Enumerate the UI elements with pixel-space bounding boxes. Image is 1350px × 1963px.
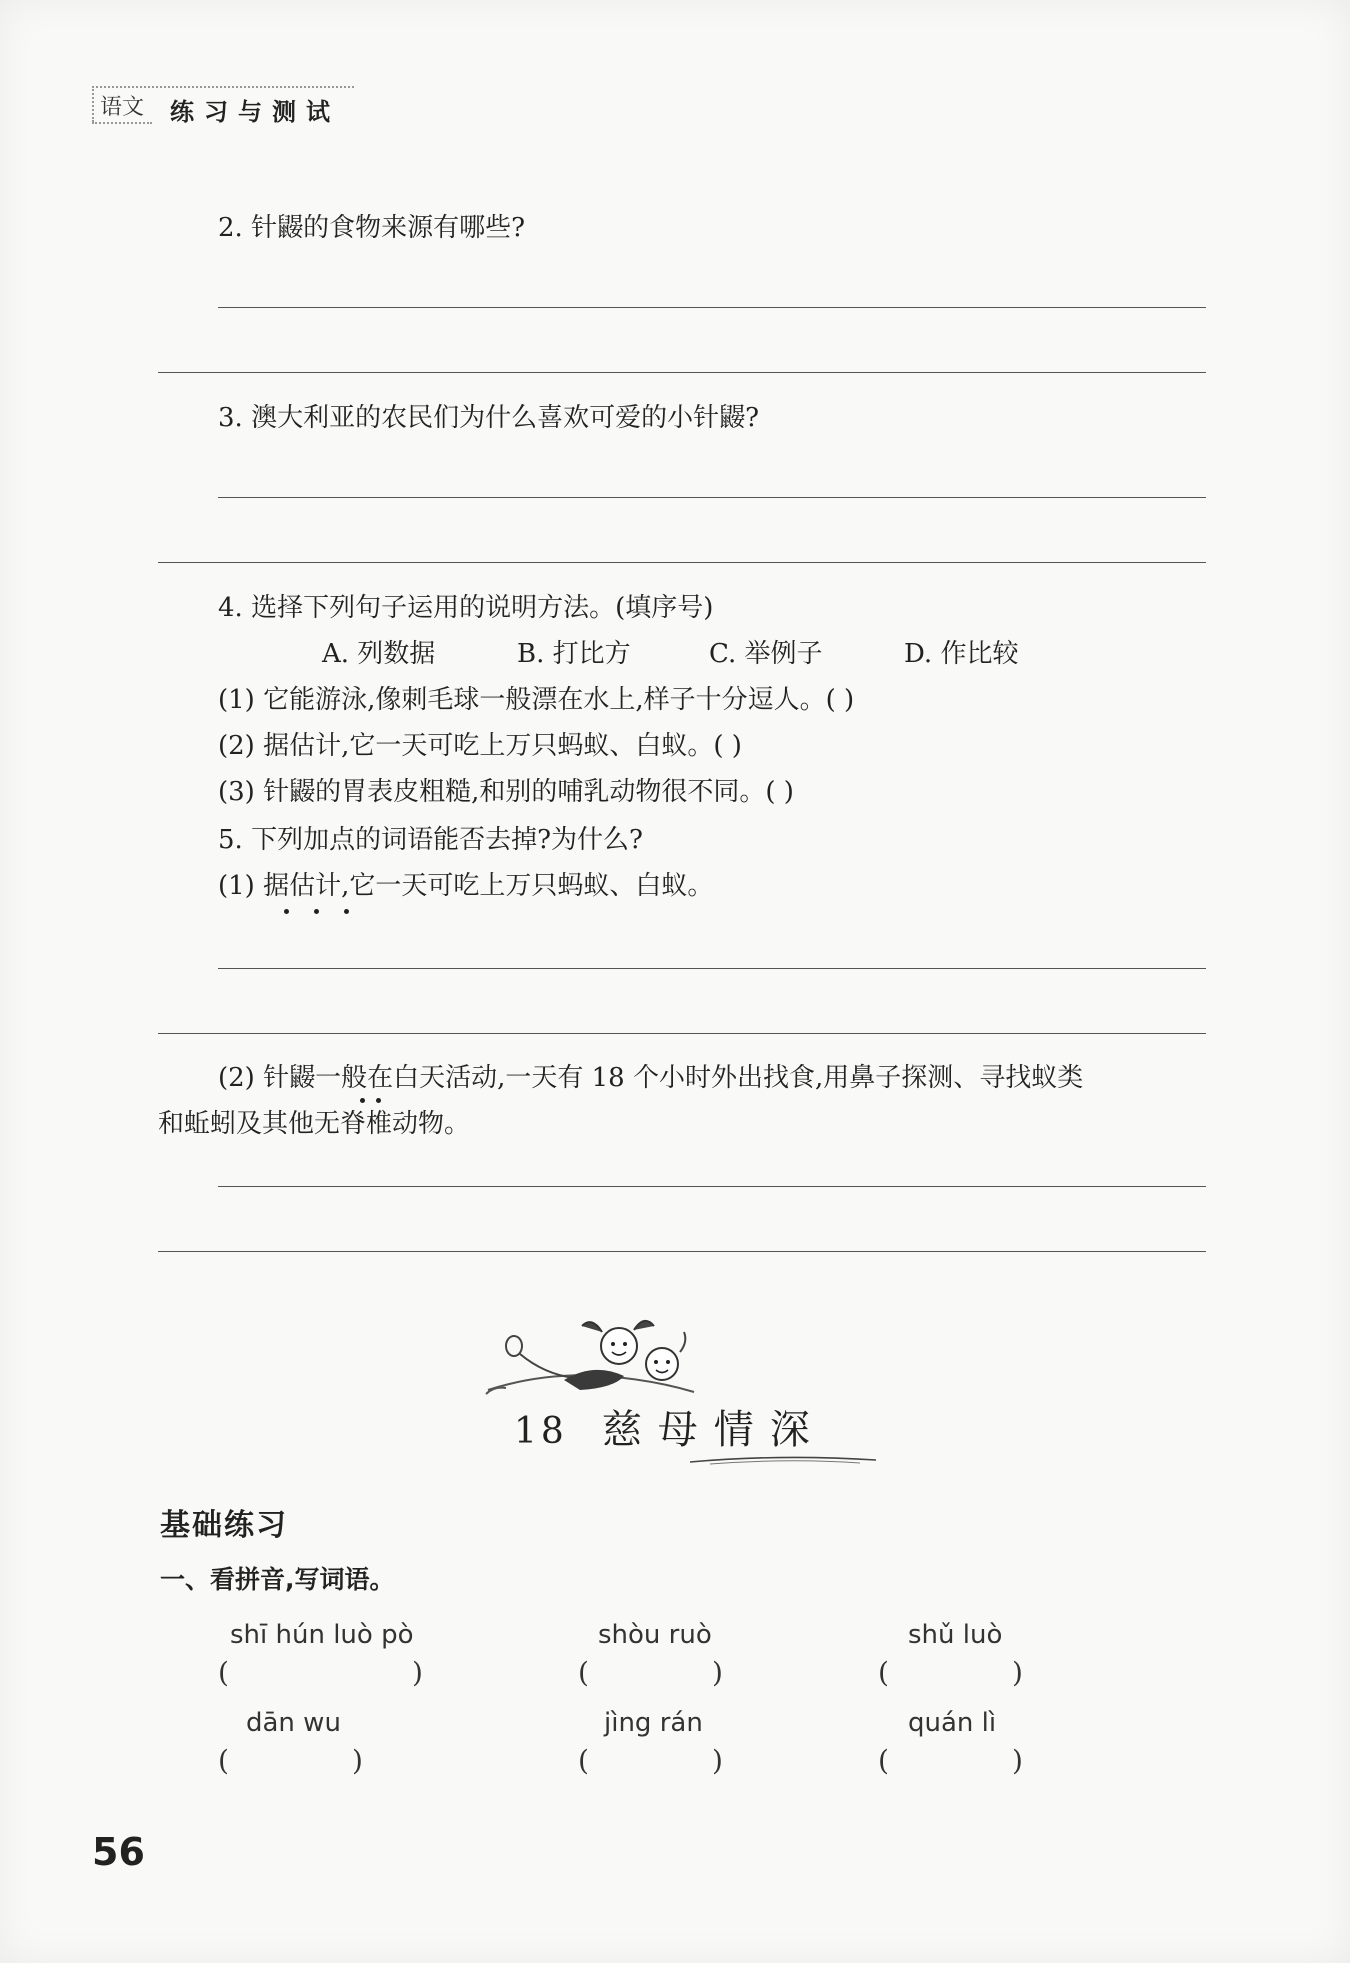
question-4-options — [322, 638, 1018, 670]
question-5-item-1: (1) 据估计,它一天可吃上万只蚂蚁、白蚁。 — [218, 871, 714, 901]
header-dotted-line-bottom — [92, 122, 152, 124]
emphasis-dot — [314, 909, 319, 914]
emphasis-dot — [344, 909, 349, 914]
answer-line[interactable] — [158, 562, 1206, 563]
answer-line[interactable] — [158, 1251, 1206, 1252]
answer-paren-open[interactable]: ( — [218, 1656, 229, 1689]
answer-paren-open[interactable]: ( — [578, 1656, 589, 1689]
option-c: C. 举例子 — [709, 639, 823, 669]
header-book-title: 练习与测试 — [170, 98, 340, 126]
answer-paren-open[interactable]: ( — [878, 1656, 889, 1689]
option-a: A. 列数据 — [322, 639, 436, 669]
pinyin-5: jìng rán — [604, 1708, 703, 1738]
question-2: 2. 针鼹的食物来源有哪些? — [218, 213, 526, 243]
answer-line[interactable] — [218, 307, 1206, 308]
section-question-1: 一、看拼音,写词语。 — [160, 1565, 395, 1594]
emphasis-dot — [284, 909, 289, 914]
answer-paren-close[interactable]: ) — [712, 1656, 723, 1689]
question-5-item-2-line-1: (2) 针鼹一般在白天活动,一天有 18 个小时外出找食,用鼻子探测、寻找蚁类 — [218, 1063, 1084, 1093]
pinyin-4: dān wu — [246, 1708, 341, 1738]
question-4-item-1: (1) 它能游泳,像刺毛球一般漂在水上,样子十分逗人。( ) — [218, 685, 855, 715]
header-subject: 语文 — [100, 95, 145, 120]
pinyin-1: shī hún luò pò — [230, 1620, 414, 1650]
lesson-title — [514, 1398, 826, 1455]
header-dotted-vertical — [92, 86, 94, 122]
lesson-name: 慈母情深 — [601, 1407, 826, 1453]
question-5-item-2-line-2: 和蚯蚓及其他无脊椎动物。 — [158, 1109, 471, 1139]
answer-line[interactable] — [218, 1186, 1206, 1187]
title-underline-swoosh — [690, 1452, 876, 1466]
lesson-number: 18 — [514, 1411, 568, 1452]
emphasis-dot — [360, 1098, 365, 1103]
answer-paren-open[interactable]: ( — [218, 1744, 229, 1777]
answer-paren-open[interactable]: ( — [578, 1744, 589, 1777]
answer-paren-close[interactable]: ) — [352, 1744, 363, 1777]
answer-paren-close[interactable]: ) — [1012, 1656, 1023, 1689]
answer-paren-close[interactable]: ) — [712, 1744, 723, 1777]
pinyin-3: shǔ luò — [908, 1620, 1003, 1650]
question-4: 4. 选择下列句子运用的说明方法。(填序号) — [218, 593, 714, 623]
page-header — [92, 86, 354, 126]
children-illustration — [484, 1302, 714, 1402]
question-5: 5. 下列加点的词语能否去掉?为什么? — [218, 825, 643, 855]
answer-paren-close[interactable]: ) — [1012, 1744, 1023, 1777]
pinyin-2: shòu ruò — [598, 1620, 712, 1650]
pinyin-6: quán lì — [908, 1708, 997, 1738]
answer-paren-open[interactable]: ( — [878, 1744, 889, 1777]
question-3: 3. 澳大利亚的农民们为什么喜欢可爱的小针鼹? — [218, 403, 760, 433]
question-4-item-2: (2) 据估计,它一天可吃上万只蚂蚁、白蚁。( ) — [218, 731, 742, 761]
option-b: B. 打比方 — [517, 639, 631, 669]
answer-line[interactable] — [158, 372, 1206, 373]
answer-line[interactable] — [158, 1033, 1206, 1034]
answer-line[interactable] — [218, 968, 1206, 969]
header-dotted-line — [92, 86, 354, 88]
section-heading: 基础练习 — [160, 1508, 288, 1543]
answer-paren-close[interactable]: ) — [412, 1656, 423, 1689]
emphasis-dot — [376, 1098, 381, 1103]
page-number: 56 — [92, 1830, 145, 1874]
answer-line[interactable] — [218, 497, 1206, 498]
option-d: D. 作比较 — [904, 639, 1019, 669]
question-4-item-3: (3) 针鼹的胃表皮粗糙,和别的哺乳动物很不同。( ) — [218, 777, 794, 807]
